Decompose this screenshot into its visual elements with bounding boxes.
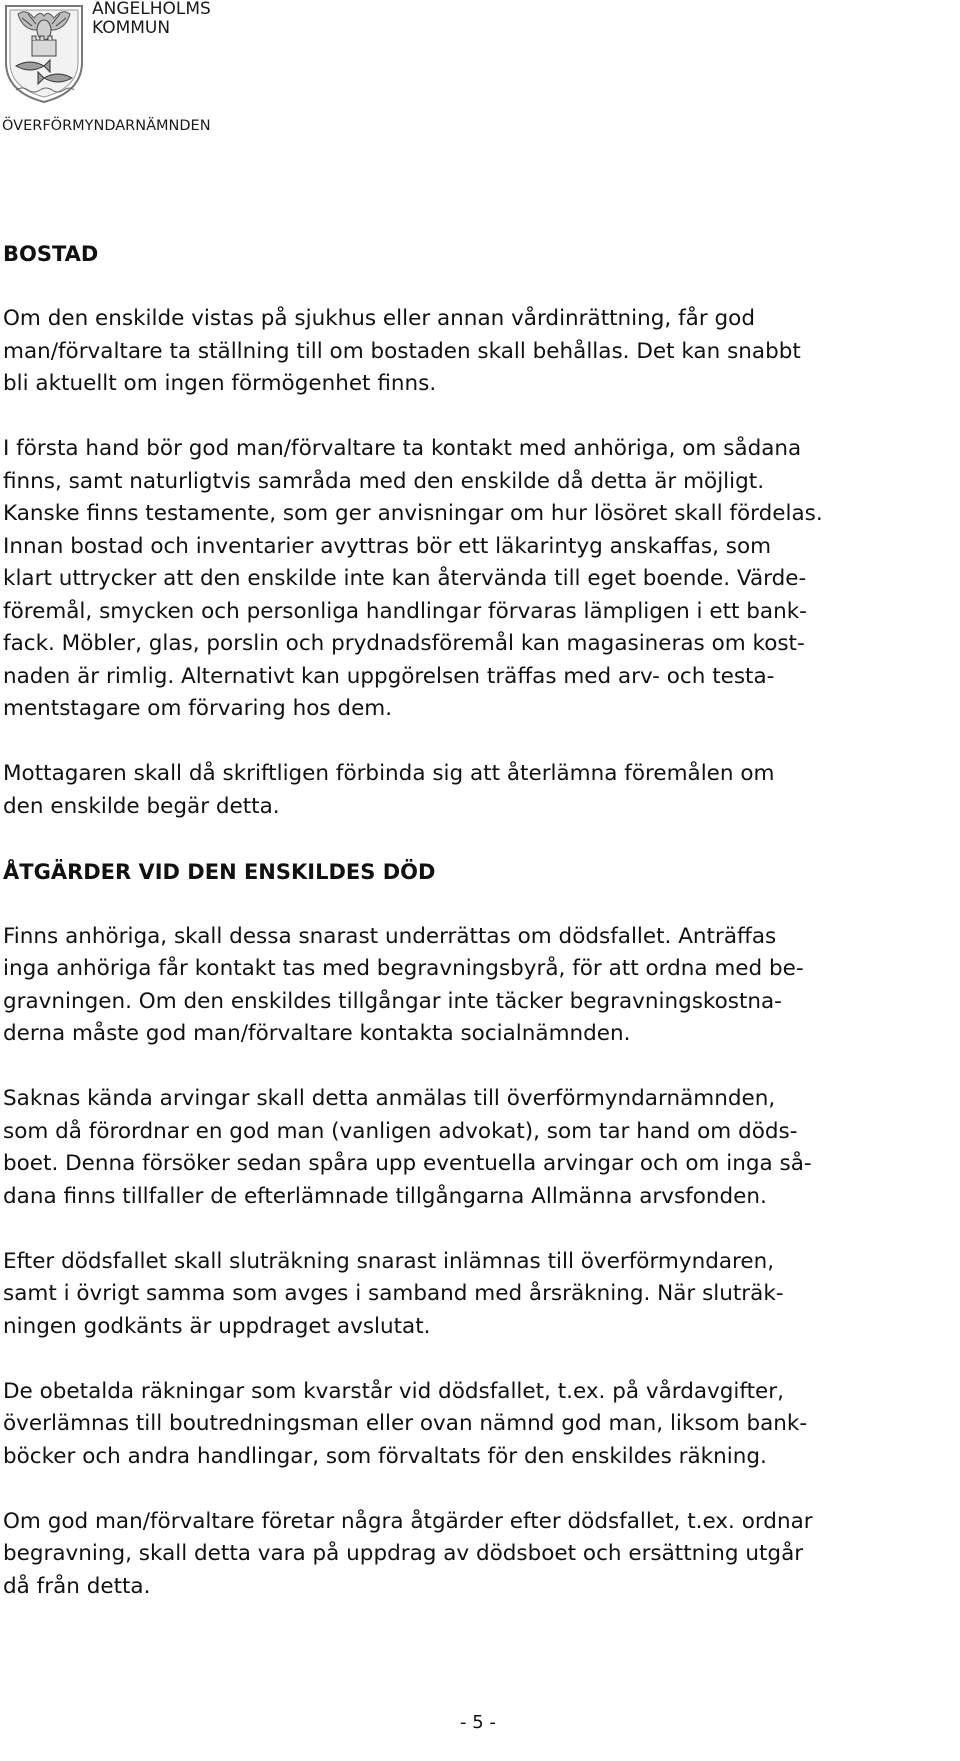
section-heading: ÅTGÄRDER VID DEN ENSKILDES DÖD [3, 859, 436, 884]
paragraph: Om god man/förvaltare företar några åtgärder efter dödsfallet, t.ex. ordnar begravning, skall detta vara på uppdrag av dödsboet och ersättning utgår då från detta. [3, 1508, 813, 1599]
department-name: ÖVERFÖRMYNDARNÄMNDEN [2, 118, 211, 134]
paragraph: Om den enskilde vistas på sjukhus eller annan vårdinrättning, får god man/förvaltare ta ställning till om bostaden skall behållas. Det kan snabbt bli aktuellt om ingen förmögenhet finns. [3, 306, 801, 396]
document-body [3, 238, 953, 1603]
paragraph: Finns anhöriga, skall dessa snarast underrättas om dödsfallet. Anträffas inga anhöriga får kontakt tas med begravningsbyrå, för att ordna med be- gravningen. Om den enskildes tillgångar inte täcker begravningskostna- derna måste god man/förvaltare kontakta socialnämnden. [3, 923, 804, 1046]
municipality-name-line1: ÄNGELHOLMS [92, 0, 211, 19]
document-header [0, 0, 300, 140]
paragraph: Saknas kända arvingar skall detta anmälas till överförmyndarnämnden, som då förordnar en god man (vanligen advokat), som tar hand om döds- boet. Denna försöker sedan spåra upp eventuella arvingar och om inga så- dana finns tillfaller de efterlämnade tillgångarna Allmänna arvsfonden. [3, 1086, 812, 1209]
paragraph: Mottagaren skall då skriftligen förbinda sig att återlämna föremålen om den enskilde begär detta. [3, 761, 775, 819]
paragraph: Efter dödsfallet skall sluträkning snarast inlämnas till överförmyndaren, samt i övrigt samma som avges i samband med årsräkning. När sluträk- ningen godkänts är uppdraget avslutat. [3, 1248, 784, 1339]
coat-of-arms-icon [2, 0, 86, 104]
paragraph: De obetalda räkningar som kvarstår vid dödsfallet, t.ex. på vårdavgifter, överlämnas till boutredningsman eller ovan nämnd god man, liksom bank- böcker och andra handlingar, som förvaltats för den enskildes räkning. [3, 1378, 808, 1469]
municipality-name-line2: KOMMUN [92, 18, 171, 38]
page-number: - 5 - [460, 1712, 496, 1733]
section-heading: BOSTAD [3, 242, 99, 266]
paragraph: I första hand bör god man/förvaltare ta kontakt med anhöriga, om sådana finns, samt naturligtvis samråda med den enskilde då detta är möjligt. Kanske finns testamente, som ger anvisningar om hur lösöret skall fördelas. Innan bostad och inventarier avyttras bör ett läkarintyg anskaffas, som klart uttrycker att den enskilde inte kan återvända till eget boende. Värde- föremål, smycken och personliga handlingar förvaras lämpligen i ett bank- fack. Möbler, glas, porslin och prydnadsföremål kan magasineras om kost- naden är rimlig. Alternativt kan uppgörelsen träffas med arv- och testa- mentstagare om förvaring hos dem. [3, 436, 823, 721]
